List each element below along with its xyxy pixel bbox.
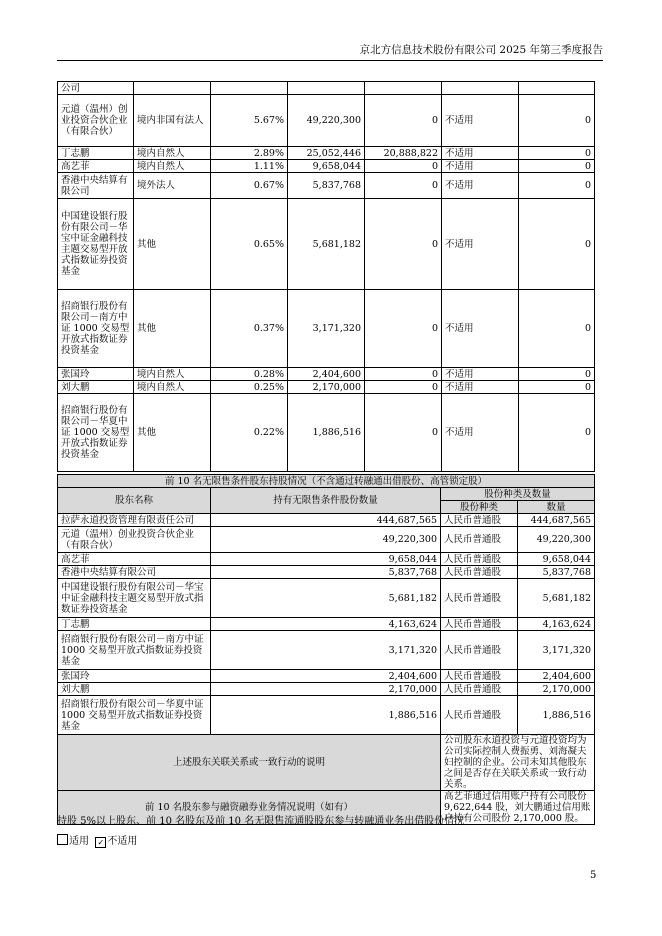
share-kind: 人民币普通股	[441, 618, 518, 631]
holder-name: 刘大鹏	[58, 381, 134, 394]
share-count: 9,658,044	[518, 553, 595, 566]
holding-ratio: 0.25%	[211, 381, 288, 394]
share-count: 3,171,320	[518, 631, 595, 670]
holder-name: 中国建设银行股份有限公司－华宝中证金融科技主题交易型开放式指数证券投资基金	[58, 579, 211, 618]
unrestricted-qty: 49,220,300	[211, 527, 441, 553]
holder-name: 招商银行股份有限公司－南方中证 1000 交易型开放式指数证券投资基金	[58, 290, 134, 368]
share-kind: 人民币普通股	[441, 579, 518, 618]
share-count: 5,681,182	[288, 199, 365, 290]
top-shareholders-table	[57, 81, 595, 472]
holder-name: 元道（温州）创业投资合伙企业（有限合伙）	[58, 95, 134, 147]
table-row	[58, 514, 595, 527]
margin-label: 前 10 名股东参与融资融券业务情况说明（如有）	[58, 791, 441, 825]
share-count: 444,687,565	[518, 514, 595, 527]
unrestricted-qty: 5,681,182	[211, 579, 441, 618]
share-count: 49,220,300	[518, 527, 595, 553]
share-count: 4,163,624	[518, 618, 595, 631]
pledge-status: 不适用	[442, 394, 519, 472]
holder-type: 境内自然人	[134, 381, 211, 394]
holder-name: 拉萨永道投资管理有限责任公司	[58, 514, 211, 527]
table-row	[58, 566, 595, 579]
pledge-status: 不适用	[442, 381, 519, 394]
pledge-status: 不适用	[442, 368, 519, 381]
table-row	[58, 553, 595, 566]
pledge-qty: 0	[519, 160, 595, 173]
pledge-status: 不适用	[442, 199, 519, 290]
table-row	[58, 381, 595, 394]
holder-name: 高艺菲	[58, 553, 211, 566]
pledge-qty: 0	[519, 394, 595, 472]
pledge-qty: 0	[519, 368, 595, 381]
pledge-status: 不适用	[442, 173, 519, 199]
share-count: 9,658,044	[288, 160, 365, 173]
holder-name: 中国建设银行股份有限公司－华宝中证金融科技主题交易型开放式指数证券投资基金	[58, 199, 134, 290]
restricted-count: 0	[365, 160, 442, 173]
pledge-qty: 0	[519, 381, 595, 394]
restricted-count: 0	[365, 290, 442, 368]
share-count: 2,404,600	[518, 670, 595, 683]
holder-name: 招商银行股份有限公司－华夏中证 1000 交易型开放式指数证券投资基金	[58, 394, 134, 472]
pledge-status: 不适用	[442, 160, 519, 173]
holder-type: 境内自然人	[134, 368, 211, 381]
pledge-status: 不适用	[442, 147, 519, 160]
unrestricted-qty: 2,170,000	[211, 683, 441, 696]
holder-type: 境外法人	[134, 173, 211, 199]
holder-name: 招商银行股份有限公司－南方中证 1000 交易型开放式指数证券投资基金	[58, 631, 211, 670]
restricted-count: 0	[365, 199, 442, 290]
holding-ratio: 5.67%	[211, 95, 288, 147]
holder-name: 元道（温州）创业投资合伙企业（有限合伙）	[58, 527, 211, 553]
share-kind: 人民币普通股	[441, 566, 518, 579]
option-not-applicable: 不适用	[107, 836, 138, 847]
table-row	[58, 173, 595, 199]
share-count: 5,837,768	[288, 173, 365, 199]
pledge-status: 不适用	[442, 290, 519, 368]
table-row	[58, 683, 595, 696]
unrestricted-qty: 1,886,516	[211, 696, 441, 735]
table-row	[58, 696, 595, 735]
share-kind: 人民币普通股	[441, 696, 518, 735]
unrestricted-qty: 444,687,565	[211, 514, 441, 527]
col-share-count: 数量	[518, 501, 595, 514]
restricted-count: 20,888,822	[365, 147, 442, 160]
share-count	[288, 82, 365, 95]
relation-label: 上述股东关联关系或一致行动的说明	[58, 735, 441, 791]
table-row	[58, 160, 595, 173]
restricted-count: 0	[365, 95, 442, 147]
table-row	[58, 527, 595, 553]
pledge-status	[442, 82, 519, 95]
margin-text: 高艺菲通过信用账户持有公司股份 9,622,644 股，刘大鹏通过信用账户持有公司股份 2,170,000 股。	[441, 791, 595, 825]
table-row	[58, 670, 595, 683]
unrestricted-shareholders-table	[57, 474, 595, 825]
pledge-qty	[519, 82, 595, 95]
checkbox-checked-icon: ✓	[95, 837, 106, 848]
col-holder-name: 股东名称	[58, 488, 211, 514]
share-count: 3,171,320	[288, 290, 365, 368]
pledge-qty: 0	[519, 290, 595, 368]
share-count: 1,886,516	[518, 696, 595, 735]
table-row	[58, 579, 595, 618]
holding-ratio: 0.67%	[211, 173, 288, 199]
holder-name: 刘大鹏	[58, 683, 211, 696]
holder-type: 境内自然人	[134, 147, 211, 160]
share-kind: 人民币普通股	[441, 670, 518, 683]
unrestricted-qty: 9,658,044	[211, 553, 441, 566]
col-share-class: 股份种类及数量	[441, 488, 595, 501]
table-row	[58, 290, 595, 368]
table-row	[58, 95, 595, 147]
holder-name: 招商银行股份有限公司－华夏中证 1000 交易型开放式指数证券投资基金	[58, 696, 211, 735]
share-count: 25,052,446	[288, 147, 365, 160]
share-count: 49,220,300	[288, 95, 365, 147]
table-row	[58, 82, 595, 95]
holder-name: 张国玲	[58, 368, 134, 381]
holder-name: 张国玲	[58, 670, 211, 683]
table-row	[58, 394, 595, 472]
holding-ratio: 0.22%	[211, 394, 288, 472]
holding-ratio: 0.37%	[211, 290, 288, 368]
unrestricted-qty: 4,163,624	[211, 618, 441, 631]
restricted-count: 0	[365, 368, 442, 381]
holder-type: 境内非国有法人	[134, 95, 211, 147]
unrestricted-qty: 5,837,768	[211, 566, 441, 579]
table-row	[58, 631, 595, 670]
holder-name: 香港中央结算有限公司	[58, 173, 134, 199]
holding-ratio	[211, 82, 288, 95]
unrestricted-title: 前 10 名无限售条件股东持股情况（不含通过转融通出借股份、高管锁定股）	[58, 475, 595, 488]
pledge-qty: 0	[519, 147, 595, 160]
share-kind: 人民币普通股	[441, 514, 518, 527]
holder-name: 高艺菲	[58, 160, 134, 173]
table-row	[58, 618, 595, 631]
pledge-qty: 0	[519, 199, 595, 290]
unrestricted-qty: 2,404,600	[211, 670, 441, 683]
col-share-kind: 股份种类	[441, 501, 518, 514]
holder-type: 其他	[134, 290, 211, 368]
holder-type: 境内自然人	[134, 160, 211, 173]
share-kind: 人民币普通股	[441, 527, 518, 553]
holder-name: 丁志鹏	[58, 147, 134, 160]
holding-ratio: 0.28%	[211, 368, 288, 381]
applicability-options	[57, 832, 137, 848]
table-row	[58, 199, 595, 290]
pledge-qty: 0	[519, 173, 595, 199]
share-count: 2,170,000	[288, 381, 365, 394]
holding-ratio: 0.65%	[211, 199, 288, 290]
share-count: 2,404,600	[288, 368, 365, 381]
restricted-count: 0	[365, 381, 442, 394]
share-kind: 人民币普通股	[441, 683, 518, 696]
holding-ratio: 2.89%	[211, 147, 288, 160]
restricted-count: 0	[365, 394, 442, 472]
col-unrestricted-qty: 持有无限售条件股份数量	[211, 488, 441, 514]
unrestricted-qty: 3,171,320	[211, 631, 441, 670]
pledge-qty: 0	[519, 95, 595, 147]
table-row	[58, 147, 595, 160]
table-row	[58, 368, 595, 381]
page-number: 5	[590, 870, 597, 881]
page-header: 京北方信息技术股份有限公司 2025 年第三季度报告	[57, 42, 603, 61]
share-kind: 人民币普通股	[441, 553, 518, 566]
option-applicable: 适用	[69, 836, 89, 847]
holder-type: 其他	[134, 394, 211, 472]
pledge-status: 不适用	[442, 95, 519, 147]
holder-name: 丁志鹏	[58, 618, 211, 631]
restricted-count: 0	[365, 173, 442, 199]
holder-type: 其他	[134, 199, 211, 290]
lending-note: 持股 5%以上股东、前 10 名股东及前 10 名无限售流通股股东参与转融通业务出借股份情况	[57, 816, 465, 827]
holding-ratio: 1.11%	[211, 160, 288, 173]
holder-name: 香港中央结算有限公司	[58, 566, 211, 579]
holder-type	[134, 82, 211, 95]
share-count: 1,886,516	[288, 394, 365, 472]
share-count: 5,837,768	[518, 566, 595, 579]
share-count: 2,170,000	[518, 683, 595, 696]
holder-name: 公司	[58, 82, 134, 95]
relation-text: 公司股东永道投资与元道投资均为公司实际控制人费振勇、刘海凝夫妇控制的企业。公司未知其他股东之间是否存在关联关系或一致行动关系。	[441, 735, 595, 791]
checkbox-unchecked-icon	[57, 834, 68, 845]
restricted-count	[365, 82, 442, 95]
share-count: 5,681,182	[518, 579, 595, 618]
share-kind: 人民币普通股	[441, 631, 518, 670]
